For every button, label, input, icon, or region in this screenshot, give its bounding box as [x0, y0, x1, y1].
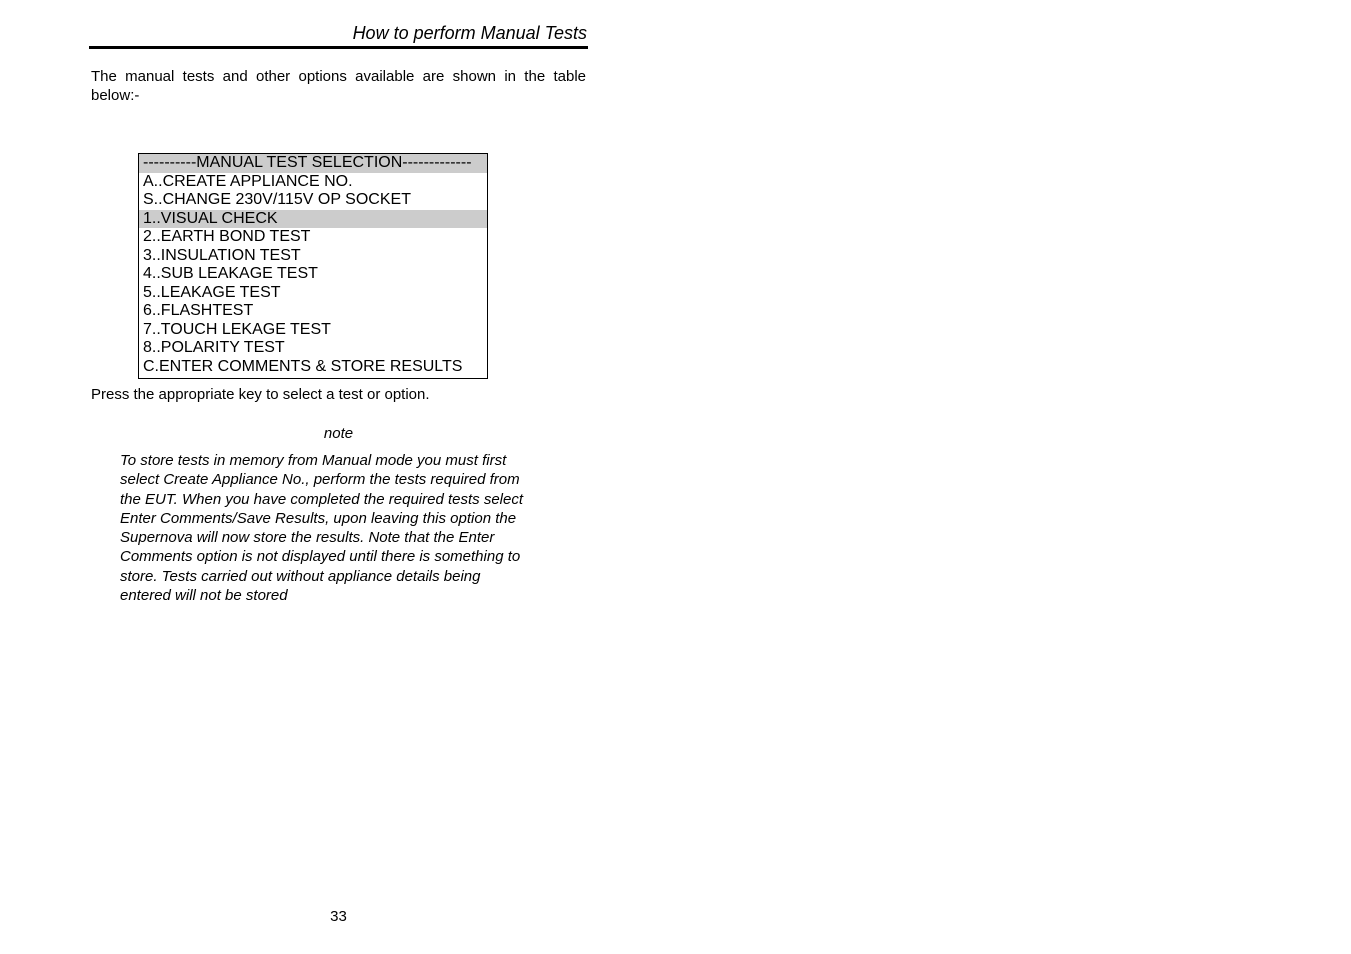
note-line: Enter Comments/Save Results, upon leaving this option the	[120, 509, 517, 527]
note-heading: note	[323, 425, 354, 442]
menu-title: ----------MANUAL TEST SELECTION-------------	[139, 154, 487, 173]
menu-item-change-socket[interactable]: S..CHANGE 230V/115V OP SOCKET	[143, 191, 411, 208]
note-line: select Create Appliance No., perform the tests required from	[120, 471, 520, 489]
note-body	[120, 451, 560, 605]
menu-item-enter-comments[interactable]: C.ENTER COMMENTS & STORE RESULTS	[143, 357, 463, 375]
menu-item-insulation-test[interactable]: 3..INSULATION TEST	[143, 246, 301, 264]
manual-test-selection-menu	[138, 153, 488, 379]
intro-paragraph: The manual tests and other options available are shown in the table below:-	[91, 68, 586, 104]
note-line: the EUT. When you have completed the required tests select	[120, 490, 524, 508]
menu-item-touch-leakage-test[interactable]: 7..TOUCH LEKAGE TEST	[143, 320, 331, 338]
note-line: To store tests in memory from Manual mode you must first	[120, 452, 507, 469]
note-line: Comments option is not displayed until there is something to	[120, 548, 521, 566]
menu-item-leakage-test[interactable]: 5..LEAKAGE TEST	[143, 283, 281, 301]
menu-item-create-appliance[interactable]: A..CREATE APPLIANCE NO.	[143, 172, 353, 190]
page-number: 33	[330, 908, 347, 925]
page-header	[89, 22, 588, 49]
menu-item-visual-check[interactable]: 1..VISUAL CHECK	[139, 210, 487, 229]
note-line: entered will not be stored	[120, 587, 288, 605]
note-line: store. Tests carried out without appliance details being	[120, 567, 481, 585]
menu-item-polarity-test[interactable]: 8..POLARITY TEST	[143, 339, 285, 356]
menu-item-sub-leakage-test[interactable]: 4..SUB LEAKAGE TEST	[143, 265, 318, 282]
menu-item-earth-bond-test[interactable]: 2..EARTH BOND TEST	[143, 228, 311, 245]
instruction-text: Press the appropriate key to select a test or option.	[91, 386, 430, 403]
note-line: Supernova will now store the results. Note that the Enter	[120, 529, 495, 547]
page-title: How to perform Manual Tests	[352, 23, 587, 43]
menu-item-flashtest[interactable]: 6..FLASHTEST	[143, 302, 254, 319]
